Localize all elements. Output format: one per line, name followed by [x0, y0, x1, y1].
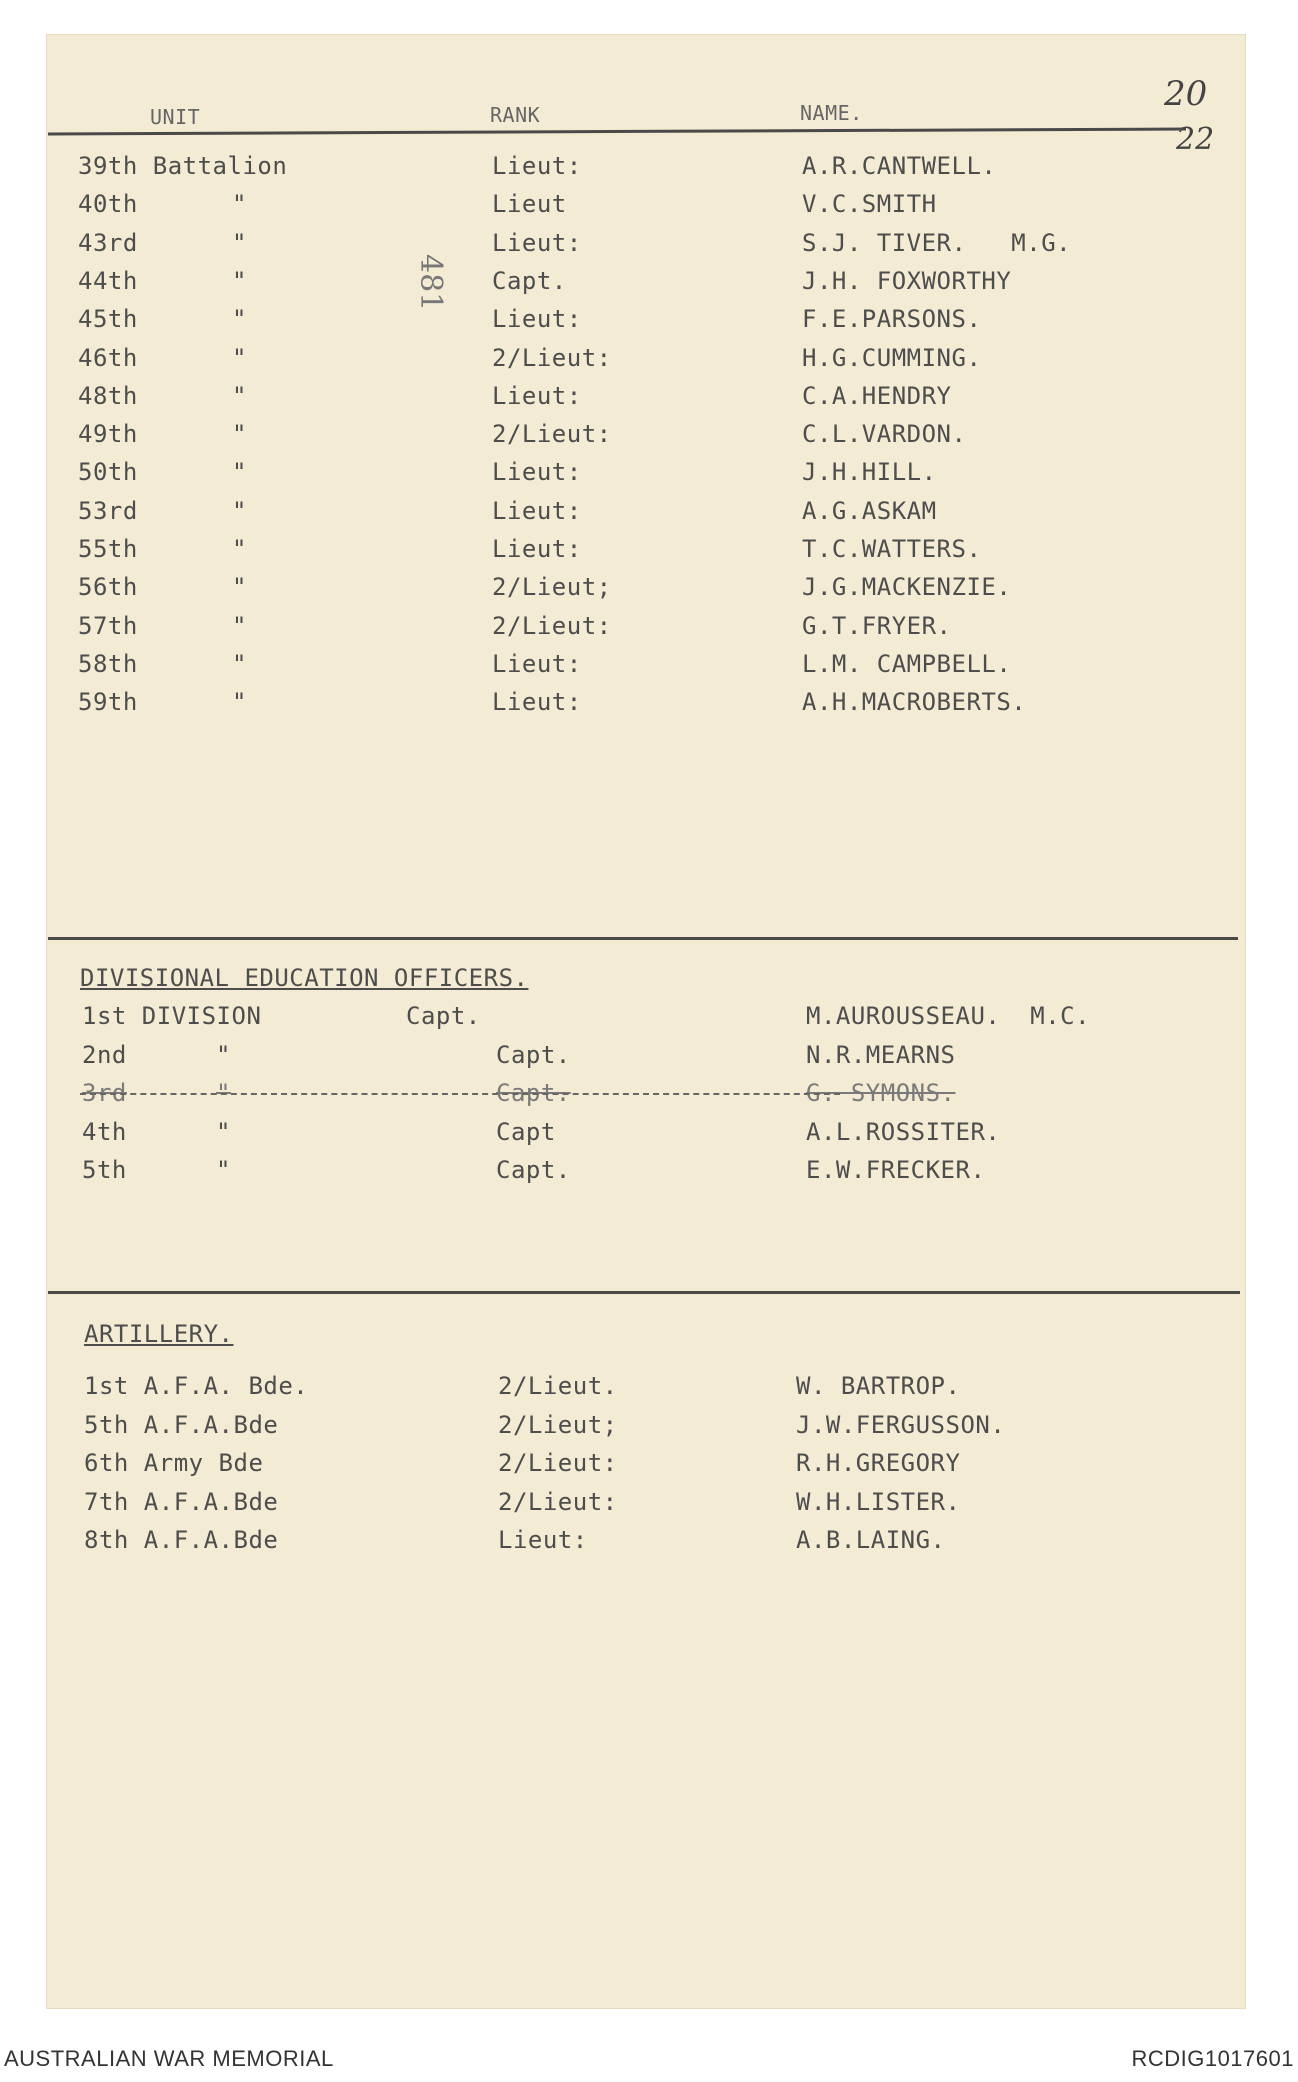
row-name: R.H.GREGORY — [796, 1449, 961, 1478]
row-rank: Capt. — [406, 1002, 481, 1030]
footer-archive-name: AUSTRALIAN WAR MEMORIAL — [4, 2046, 334, 2071]
artillery-heading: ARTILLERY. — [84, 1320, 234, 1348]
row-rank: Lieut: — [492, 381, 582, 410]
row-ditto-mark: " — [232, 535, 247, 563]
row-name: A.G.ASKAM — [802, 496, 937, 525]
row-rank: Lieut: — [492, 458, 582, 487]
row-rank: Lieut: — [492, 535, 582, 563]
row-rank: 2/Lieut: — [498, 1487, 618, 1516]
row-name: J.H. FOXWORTHY — [802, 266, 1012, 295]
row-rank: Capt. — [492, 266, 567, 295]
row-unit: 5th A.F.A.Bde — [84, 1410, 279, 1439]
row-ditto-mark: " — [232, 649, 247, 678]
row-unit: 50th — [78, 458, 138, 487]
row-rank: Capt. — [496, 1040, 571, 1069]
row-name: T.C.WATTERS. — [802, 535, 982, 563]
row-unit: 39th Battalion — [78, 152, 288, 180]
row-name: J.G.MACKENZIE. — [802, 573, 1012, 602]
row-rank: Capt. — [496, 1079, 571, 1107]
section-divider-2 — [48, 1291, 1240, 1294]
row-unit: 40th — [78, 190, 138, 219]
document-page — [46, 34, 1246, 2009]
row-unit: 7th A.F.A.Bde — [84, 1487, 279, 1516]
row-ditto-mark: " — [232, 190, 247, 219]
row-ditto-mark: " — [232, 496, 247, 525]
row-rank: Lieut: — [492, 649, 582, 678]
row-unit: 1st DIVISION — [82, 1002, 262, 1030]
row-unit: 2nd — [82, 1040, 127, 1069]
row-unit: 58th — [78, 649, 138, 678]
row-rank: Lieut: — [498, 1526, 588, 1555]
row-rank: Lieut: — [492, 228, 582, 257]
row-ditto-mark: " — [232, 420, 247, 449]
row-rank: 2/Lieut: — [492, 611, 612, 640]
row-name: G.T.FRYER. — [802, 611, 952, 640]
folio-number-top: 20 — [1164, 74, 1208, 114]
row-unit: 46th — [78, 343, 138, 372]
row-ditto-mark: " — [232, 266, 247, 295]
row-ditto-mark: " — [232, 688, 247, 717]
folio-number-bottom: 22 — [1176, 122, 1215, 157]
row-unit: 53rd — [78, 496, 138, 525]
row-name: E.W.FRECKER. — [806, 1156, 986, 1184]
row-unit: 1st A.F.A. Bde. — [84, 1372, 309, 1400]
row-rank: 2/Lieut; — [498, 1410, 618, 1439]
row-ditto-mark: " — [232, 611, 247, 640]
row-name: M.AUROUSSEAU. M.C. — [806, 1002, 1091, 1030]
row-unit: 44th — [78, 266, 138, 295]
row-name: S.J. TIVER. M.G. — [802, 228, 1072, 257]
row-rank: 2/Lieut; — [492, 573, 612, 602]
row-rank: Lieut: — [492, 688, 582, 717]
row-unit: 6th Army Bde — [84, 1449, 264, 1478]
row-unit: 56th — [78, 573, 138, 602]
row-name: A.B.LAING. — [796, 1526, 946, 1555]
row-name: C.A.HENDRY — [802, 381, 952, 410]
row-unit: 3rd — [82, 1079, 127, 1107]
row-rank: 2/Lieut. — [498, 1372, 618, 1400]
education-heading: DIVISIONAL EDUCATION OFFICERS. — [80, 964, 529, 992]
strike-through-line — [80, 1093, 840, 1095]
name-column-header: NAME. — [800, 101, 863, 125]
row-ditto-mark: " — [232, 381, 247, 410]
row-ditto-mark: " — [232, 228, 247, 257]
row-name: W. BARTROP. — [796, 1372, 961, 1400]
row-rank: Lieut: — [492, 496, 582, 525]
row-name: H.G.CUMMING. — [802, 343, 982, 372]
row-ditto-mark: " — [232, 343, 247, 372]
rank-column-header: RANK — [490, 103, 541, 127]
unit-column-header: UNIT — [150, 105, 201, 129]
row-name: G. SYMONS. — [806, 1079, 956, 1107]
footer-record-id: RCDIG1017601 — [1131, 2046, 1294, 2071]
row-name: V.C.SMITH — [802, 190, 937, 219]
row-unit: 57th — [78, 611, 138, 640]
row-name: W.H.LISTER. — [796, 1487, 961, 1516]
row-name: J.W.FERGUSSON. — [796, 1410, 1006, 1439]
section-divider-1 — [48, 937, 1238, 940]
row-unit: 8th A.F.A.Bde — [84, 1526, 279, 1555]
row-rank: Capt. — [496, 1156, 571, 1184]
row-rank: 2/Lieut: — [492, 420, 612, 449]
row-rank: 2/Lieut: — [498, 1449, 618, 1478]
row-unit: 59th — [78, 688, 138, 717]
row-name: J.H.HILL. — [802, 458, 937, 487]
row-rank: Lieut: — [492, 152, 582, 180]
row-ditto-mark: " — [232, 573, 247, 602]
row-ditto-mark: " — [232, 305, 247, 334]
row-name: F.E.PARSONS. — [802, 305, 982, 334]
row-name: L.M. CAMPBELL. — [802, 649, 1012, 678]
row-ditto-mark: " — [216, 1079, 231, 1107]
row-unit: 4th — [82, 1117, 127, 1146]
row-name: A.H.MACROBERTS. — [802, 688, 1027, 717]
row-unit: 48th — [78, 381, 138, 410]
row-unit: 45th — [78, 305, 138, 334]
row-unit: 5th — [82, 1156, 127, 1184]
row-unit: 43rd — [78, 228, 138, 257]
row-name: A.L.ROSSITER. — [806, 1117, 1001, 1146]
row-unit: 49th — [78, 420, 138, 449]
row-ditto-mark: " — [232, 458, 247, 487]
row-ditto-mark: " — [216, 1040, 231, 1069]
row-ditto-mark: " — [216, 1156, 231, 1184]
row-unit: 55th — [78, 535, 138, 563]
row-rank: Lieut — [492, 190, 567, 219]
header-rule — [48, 128, 1186, 136]
row-name: A.R.CANTWELL. — [802, 152, 997, 180]
row-rank: 2/Lieut: — [492, 343, 612, 372]
row-ditto-mark: " — [216, 1117, 231, 1146]
registry-stamp: 481 — [413, 254, 448, 312]
row-name: N.R.MEARNS — [806, 1040, 956, 1069]
row-rank: Lieut: — [492, 305, 582, 334]
row-rank: Capt — [496, 1117, 556, 1146]
row-name: C.L.VARDON. — [802, 420, 967, 449]
